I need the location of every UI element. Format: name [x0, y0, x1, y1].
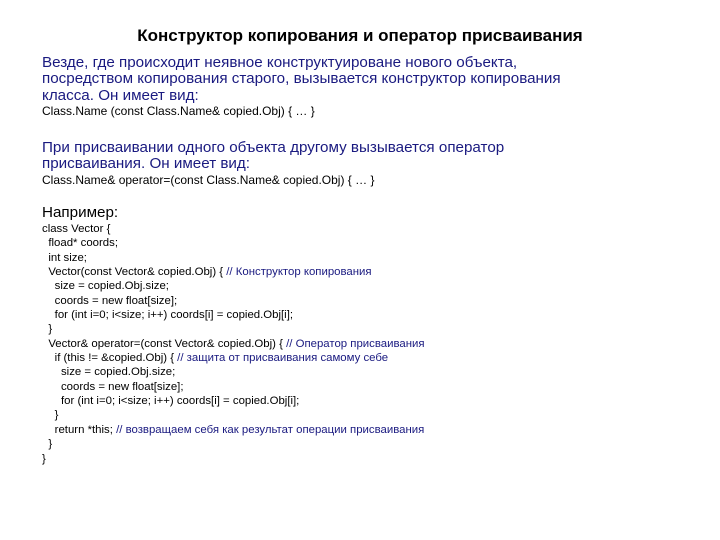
code-comment: // возвращаем себя как результат операции присваивания: [116, 423, 425, 436]
code-line: [42, 423, 425, 437]
code-line: [42, 236, 425, 250]
code-line: [42, 394, 425, 408]
code-line: [42, 452, 425, 466]
code-text: class Vector {: [42, 223, 111, 235]
example-heading: Например:: [42, 204, 119, 221]
code-line: [42, 222, 425, 236]
code-text: fload* coords;: [42, 237, 118, 250]
assignment-operator-signature: Class.Name& operator=(const Class.Name& copied.Obj) { … }: [42, 173, 375, 187]
assignment-operator-description: При присваивании одного объекта другому вызывается оператор присваивания. Он имеет вид:: [42, 139, 505, 173]
code-text: size = copied.Obj.size;: [42, 280, 169, 293]
code-text: return *this;: [42, 423, 117, 436]
code-line: [42, 365, 425, 379]
copy-constructor-description: Везде, где происходит неявное конструктуироване нового объекта, посредством копирования старого, вызывается конструктор копирования класса. Он имеет вид:: [42, 54, 561, 104]
code-comment: // Оператор присваивания: [286, 337, 425, 350]
slide-title: Конструктор копирования и оператор присваивания: [137, 26, 583, 45]
code-text: coords = new float[size];: [42, 294, 178, 307]
code-text: }: [42, 409, 59, 422]
code-line: [42, 408, 425, 422]
code-line: [42, 351, 425, 365]
code-line: [42, 308, 425, 322]
code-text: for (int i=0; i<size; i++) coords[i] = copied.Obj[i];: [42, 309, 294, 322]
code-line: [42, 279, 425, 293]
code-line: [42, 294, 425, 308]
code-text: }: [42, 323, 53, 336]
code-line: [42, 337, 425, 351]
code-line: [42, 380, 425, 394]
code-example: [42, 222, 425, 466]
code-line: [42, 265, 425, 279]
code-text: }: [42, 452, 46, 465]
code-comment: // защита от присваивания самому себе: [177, 352, 389, 365]
code-text: size = copied.Obj.size;: [42, 366, 176, 379]
code-line: [42, 437, 425, 451]
code-text: }: [42, 438, 53, 451]
code-text: int size;: [42, 251, 87, 264]
code-line: [42, 322, 425, 336]
code-text: Vector(const Vector& copied.Obj) {: [42, 266, 227, 279]
code-text: if (this != &copied.Obj) {: [42, 352, 178, 365]
code-text: Vector& operator=(const Vector& copied.Obj) {: [42, 337, 287, 350]
code-line: [42, 251, 425, 265]
code-comment: // Конструктор копирования: [226, 266, 372, 279]
code-text: for (int i=0; i<size; i++) coords[i] = copied.Obj[i];: [42, 395, 300, 408]
copy-constructor-signature: Class.Name (const Class.Name& copied.Obj) { … }: [42, 104, 315, 118]
code-text: coords = new float[size];: [42, 380, 184, 393]
